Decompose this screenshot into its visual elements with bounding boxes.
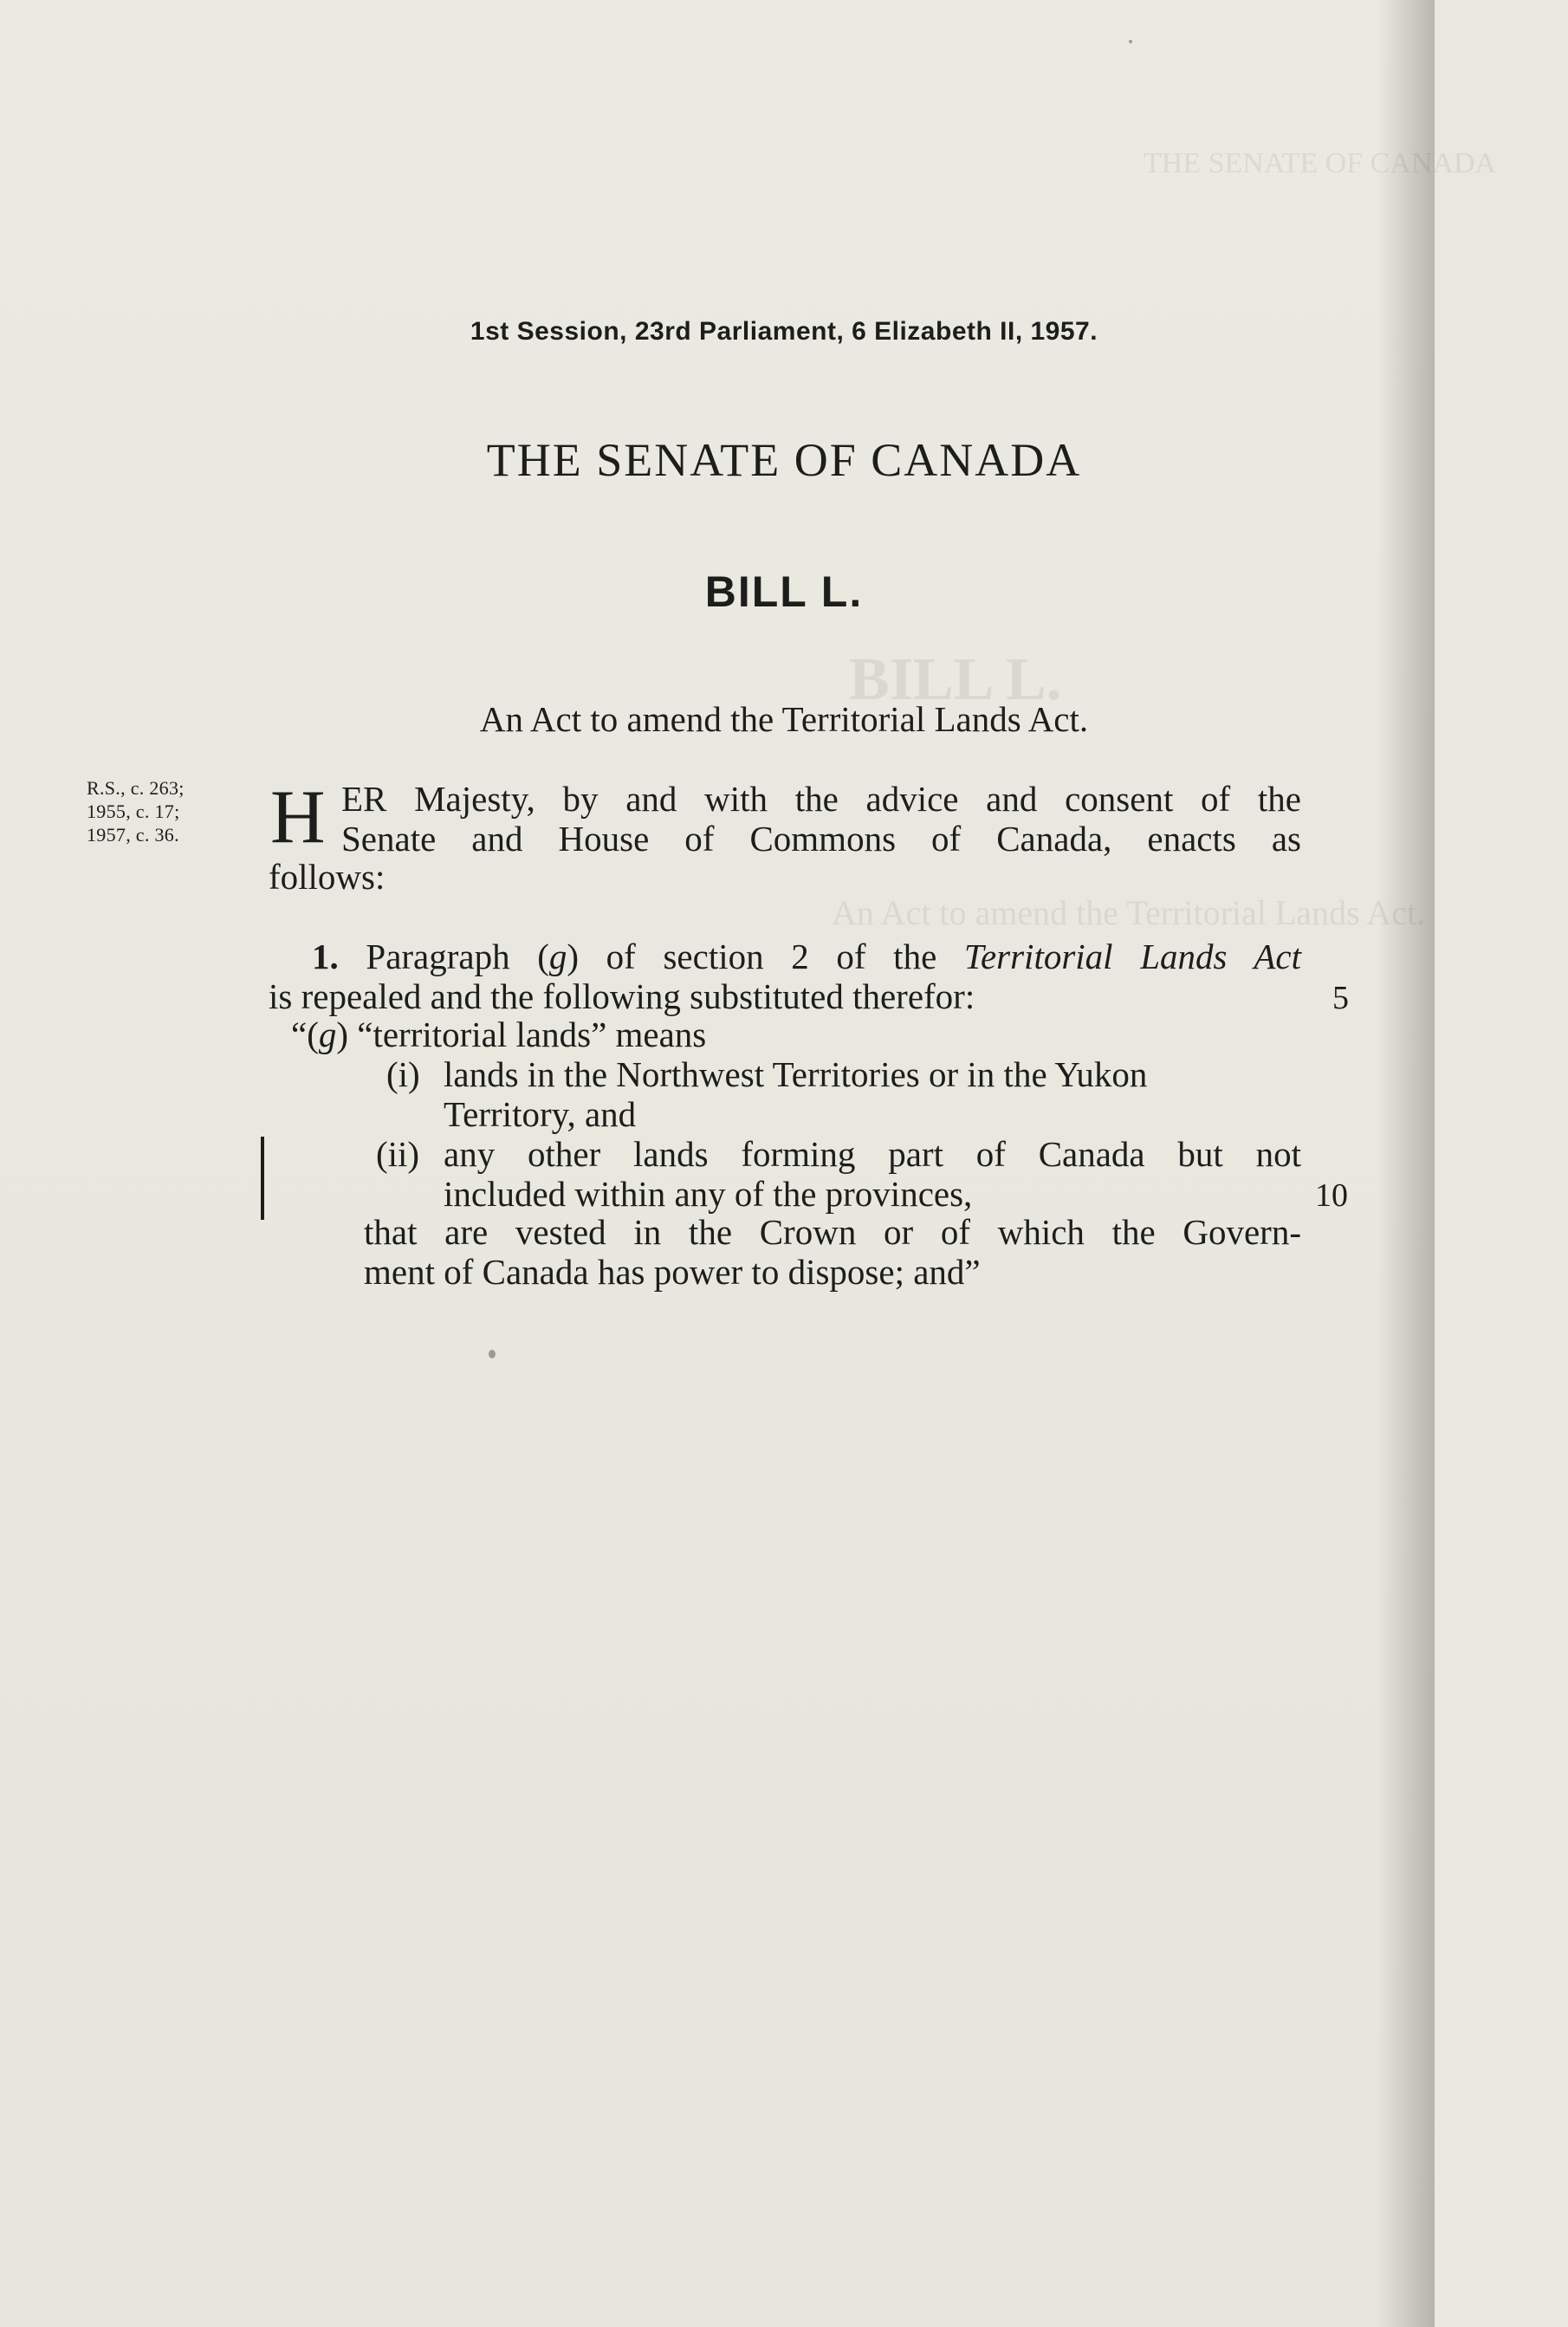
closing-line: ment of Canada has power to dispose; and” [364,1252,981,1292]
section-line: is repealed and the following substituted therefor: [269,976,975,1016]
section-intro-line: 1. Paragraph (g) of section 2 of the Territorial Lands Act [312,937,1301,976]
drop-cap: H [270,775,326,859]
item-label: (ii) [376,1134,420,1174]
show-through-bill: BILL L. [849,646,1062,713]
line-number: 5 [1332,980,1349,1016]
definition-heading: “(g) “territorial lands” means [291,1014,707,1054]
enacting-line: ER Majesty, by and with the advice and consent of the [341,779,1301,819]
item-label: (i) [386,1054,420,1094]
act-name: Territorial Lands Act [963,937,1301,976]
line-number: 10 [1315,1177,1348,1214]
citation-line: R.S., c. 263; [87,777,185,799]
paper-speck [489,1350,496,1358]
session-line: 1st Session, 23rd Parliament, 6 Elizabeth II, 1957. [470,317,1098,346]
paper-speck [1129,40,1132,43]
house-heading: THE SENATE OF CANADA [486,434,1082,486]
section-number: 1. [312,937,339,976]
show-through-title: An Act to amend the Territorial Lands Act. [832,893,1426,932]
bill-number: BILL L. [704,567,864,616]
item-text: lands in the Northwest Territories or in the Yukon [444,1054,1148,1094]
item-text: included within any of the provinces, [444,1174,973,1214]
citation-line: 1957, c. 36. [87,824,179,846]
item-text: any other lands forming part of Canada but not [444,1134,1301,1174]
enacting-line: follows: [269,857,386,897]
act-title: An Act to amend the Territorial Lands Act. [479,699,1089,739]
enacting-line: Senate and House of Commons of Canada, enacts as [341,819,1301,859]
citation-line: 1955, c. 17; [87,801,180,822]
show-through-text: THE SENATE OF CANADA [1144,147,1497,179]
closing-line: that are vested in the Crown or of which the Govern- [364,1212,1301,1252]
item-text: Territory, and [444,1094,637,1134]
change-bar [261,1137,264,1220]
margin-citation [87,776,185,846]
